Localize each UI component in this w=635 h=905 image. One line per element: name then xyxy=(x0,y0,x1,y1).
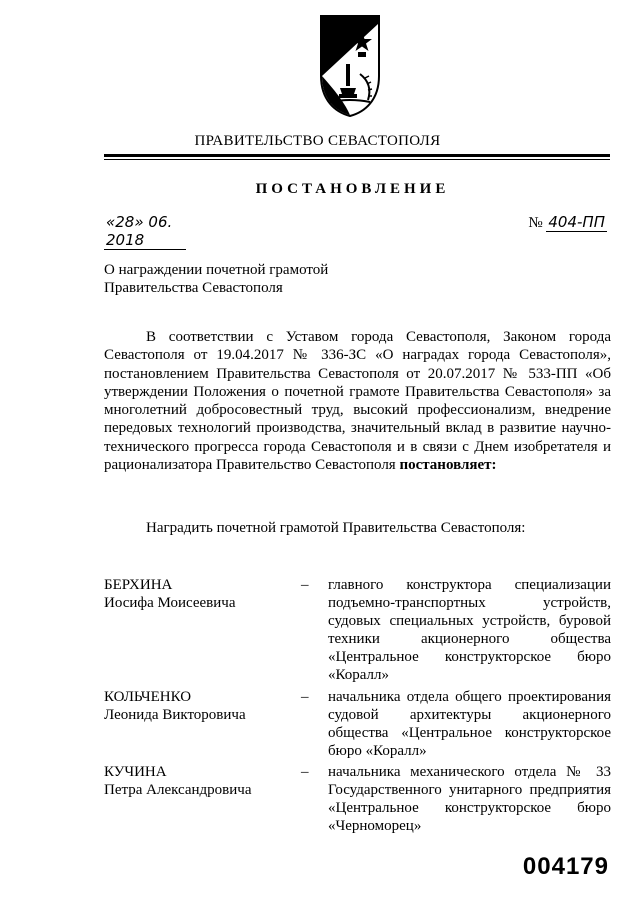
awardee-name xyxy=(104,688,304,724)
document-date xyxy=(104,213,186,250)
header-rule-thin xyxy=(104,159,610,160)
header-rule-thick xyxy=(104,154,610,157)
document-subject xyxy=(104,261,328,297)
awardee-position: начальника отдела общего проектирования судовой архитектуры акционерного общества «Центральное конструкторское бюро «Коралл» xyxy=(328,689,611,759)
awardee-given-name: Леонида Викторовича xyxy=(104,707,246,723)
awardee-name xyxy=(104,576,304,612)
form-serial-number: 004179 xyxy=(522,853,609,880)
awardee-dash: – xyxy=(301,764,309,780)
awardee-position: начальника механического отдела № 33 Государственного унитарного предприятия «Центральное конструкторское бюро «Черноморец» xyxy=(328,764,611,834)
document-type-title: ПОСТАНОВЛЕНИЕ xyxy=(255,181,450,197)
subject-line-2: Правительства Севастополя xyxy=(104,280,283,296)
number-handwritten: 404-ПП xyxy=(548,213,605,231)
awardee-surname: КОЛЬЧЕНКО xyxy=(104,689,192,705)
preamble-paragraph xyxy=(104,328,611,474)
awardee-name xyxy=(104,763,304,799)
preamble-verb: постановляет xyxy=(399,457,492,474)
coat-of-arms-emblem xyxy=(318,14,382,118)
awardee-given-name: Иосифа Моисеевича xyxy=(104,595,236,611)
preamble-text: В соответствии с Уставом города Севастополя, Законом города Севастополя от 19.04.2017 № 336-ЗС «О наградах города Севастополя», постановлением Правительства Севастополя от 20.07.2017 № 533-ПП «Об утверждении Положения о почетной грамоте Правительства Севастополя» за многолетний добросовестный труд, высокий профессионализм, внедрение передовых технологий производства, значительный вклад в развитие научно-технического прогресса города Севастополя и в связи с Днем изобретателя и рационализатора Правительство Севастополя xyxy=(104,329,611,474)
number-prefix: № xyxy=(528,215,543,231)
awardee-given-name: Петра Александровича xyxy=(104,782,252,798)
date-handwritten: «28» 06. 2018 xyxy=(104,213,186,250)
awardee-position: главного конструктора специализации подъемно-транспортных устройств, судовых специальных устройств, буровой техники акционерного общества «Центральное конструкторское бюро «Коралл» xyxy=(328,577,611,683)
preamble-colon: : xyxy=(491,457,497,474)
awardee-surname: КУЧИНА xyxy=(104,764,167,780)
government-title: ПРАВИТЕЛЬСТВО СЕВАСТОПОЛЯ xyxy=(194,133,441,149)
awardee-dash: – xyxy=(301,577,309,593)
awardee-surname: БЕРХИНА xyxy=(104,577,173,593)
subject-line-1: О награждении почетной грамотой xyxy=(104,262,329,278)
award-intro: Наградить почетной грамотой Правительства Севастополя: xyxy=(146,520,526,536)
document-number xyxy=(528,213,607,232)
awardee-dash: – xyxy=(301,689,309,705)
